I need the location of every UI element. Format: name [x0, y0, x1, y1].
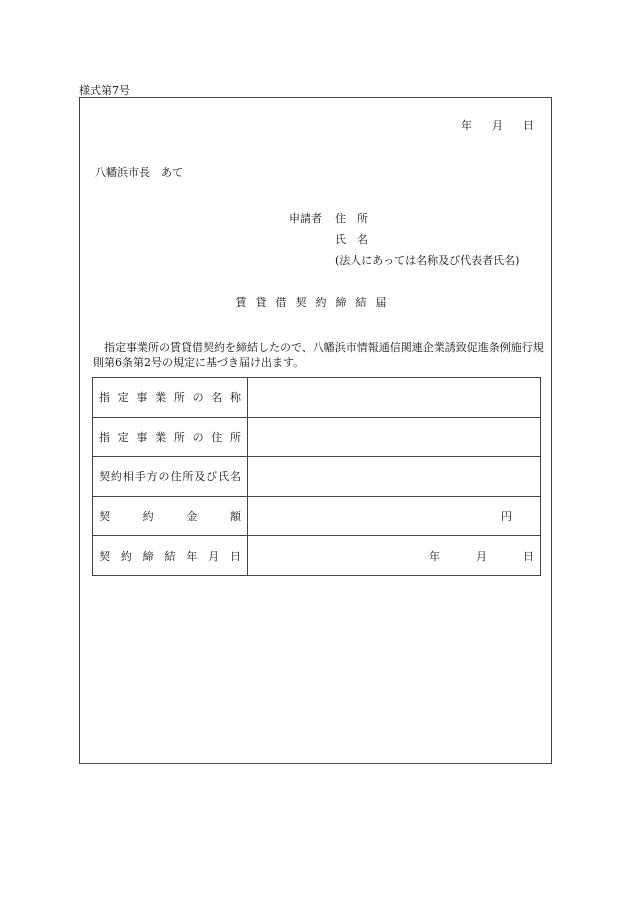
addressee: 八幡浜市長 あて [95, 166, 183, 179]
table-row [93, 536, 541, 576]
table-row [93, 457, 541, 497]
yen-unit: 円 [501, 510, 512, 524]
date-year: 年 [461, 119, 472, 132]
row-label: 契約締結年月日 [93, 536, 248, 576]
table-row [93, 378, 541, 418]
form-number: 様式第7号 [79, 84, 130, 97]
corporate-note: (法人にあっては名称及び代表者氏名) [335, 254, 520, 267]
counterparty-field[interactable] [248, 457, 541, 497]
submission-date [461, 117, 534, 133]
applicant-role: 申請者 [289, 212, 322, 225]
facility-name-field[interactable] [248, 378, 541, 418]
contract-date-month: 月 [476, 549, 487, 563]
contract-date-year: 年 [429, 549, 440, 563]
applicant-block [289, 208, 519, 271]
facility-address-field[interactable] [248, 417, 541, 457]
body-text: 指定事業所の賃貸借契約を締結したので、八幡浜市情報通信関連企業誘致促進条例施行規則第6条第2号の規定に基づき届け出ます。 [93, 341, 544, 369]
contract-date-field[interactable] [248, 536, 541, 576]
date-month: 月 [492, 119, 503, 132]
date-day: 日 [523, 119, 534, 132]
contract-info-table [92, 377, 541, 576]
table-row [93, 417, 541, 457]
address-label: 住 所 [335, 212, 368, 225]
contract-date-day: 日 [523, 549, 534, 563]
table-row [93, 496, 541, 536]
form-frame [79, 97, 552, 764]
row-label: 契約相手方の住所及び氏名 [93, 457, 248, 497]
document-title: 賃貸借契約締結届 [235, 296, 396, 309]
row-label: 契約金額 [93, 496, 248, 536]
row-label: 指定事業所の住所 [93, 417, 248, 457]
contract-amount-field[interactable] [248, 496, 541, 536]
name-label: 氏 名 [335, 233, 368, 246]
row-label: 指定事業所の名称 [93, 378, 248, 418]
